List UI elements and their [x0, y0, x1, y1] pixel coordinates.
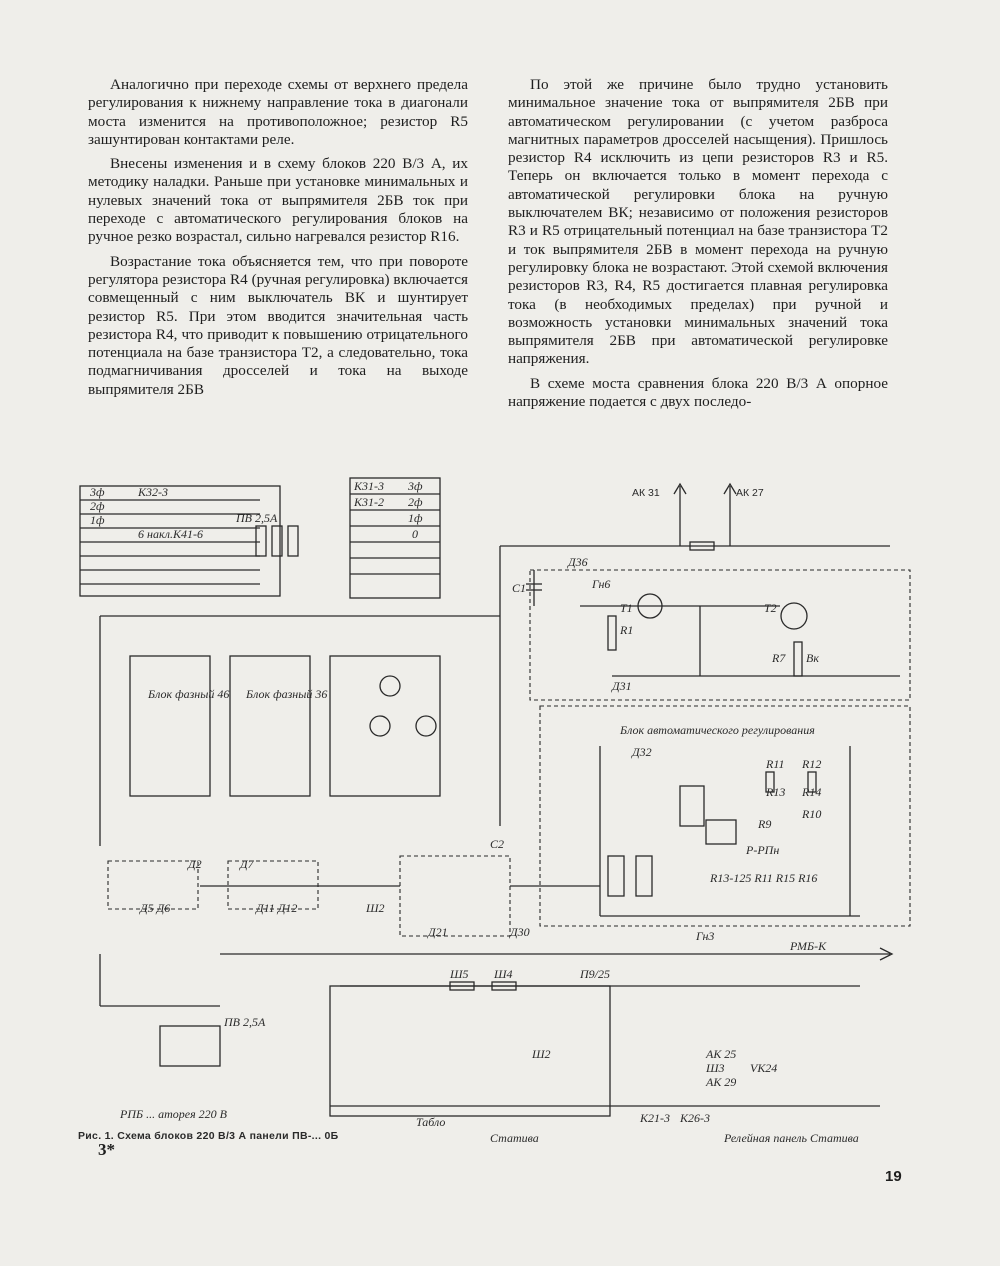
right-connector-panel	[350, 478, 440, 598]
label-statiw: Статива	[490, 1131, 539, 1145]
label-k41-6: 6 накл.К41-6	[138, 527, 204, 541]
label-p9-25: П9/25	[580, 967, 610, 981]
label-t2: Т2	[764, 601, 777, 615]
label-r1: R1	[620, 623, 634, 637]
label-rpb: РПБ ... аторея 220 В	[120, 1107, 227, 1121]
label-d30: Д30	[510, 925, 530, 939]
label-ak31: АК 31	[632, 487, 660, 499]
label-1f-right: 1ф	[408, 511, 423, 525]
label-tablo: Табло	[416, 1115, 446, 1129]
circuit-schematic	[60, 466, 940, 1146]
label-p-rp: Р-РПн	[746, 843, 780, 857]
label-r14: R14	[802, 785, 822, 799]
ak-outputs	[500, 484, 890, 550]
label-r7: R7	[772, 651, 786, 665]
label-r12: R12	[802, 757, 822, 771]
label-k31-2: К31-2	[354, 495, 384, 509]
label-r10: R10	[802, 807, 822, 821]
label-d32: Д32	[632, 745, 652, 759]
label-ak29: АК 29	[706, 1075, 737, 1089]
left-connector-panel	[80, 485, 298, 596]
label-1f: 1ф	[90, 513, 105, 527]
label-d1112: Д11 Д12	[256, 901, 298, 915]
label-block-auto: Блок автоматического регулирования	[620, 723, 815, 737]
label-rmb-k: РМБ-К	[790, 939, 827, 953]
label-sh4: Ш4	[494, 967, 513, 981]
bottom-bus	[100, 939, 892, 1145]
label-k21-3: К21-3	[640, 1111, 670, 1125]
label-sh2-top: Ш2	[366, 901, 385, 915]
label-gn3: Гн3	[696, 929, 715, 943]
label-vk24: VК24	[750, 1061, 778, 1075]
label-0-right: 0	[412, 527, 418, 541]
connector-box	[80, 486, 280, 596]
label-ak27: АК 27	[736, 487, 764, 499]
paragraph: По этой же причине было трудно установить минимальное значение тока от выпрямителя 2БВ при автоматическом регулировании (с учетом разброса магнитных параметров дросселей насыщения). Пришлось резистор R4 исключить из цепи резисторов R3 и R5. Теперь он включается только в момент перехода с автоматической регулировки блока на ручную выключателем ВК; независимо от положения резисторов R3 и R5 отрицательный потенциал на базе транзистора Т2 и ток выпрямителя 2БВ в момент перехода на ручную регулировку блока не возрастают. Этой схемой включения резисторов R3, R4, R5 достигается плавная регулировка тока (в необходимых пределах) при ручной и возможность установки минимальных значений тока выпрямителя 2БВ при автоматической регулировке напряжения.	[508, 76, 888, 368]
label-d7: Д7	[240, 857, 254, 871]
label-vk: Вк	[806, 651, 819, 665]
label-ak25: АК 25	[706, 1047, 737, 1061]
label-d36: Д36	[568, 555, 588, 569]
right-column	[508, 76, 888, 417]
label-sh2: Ш2	[532, 1047, 551, 1061]
label-block2: Блок фазный 36	[246, 687, 328, 701]
label-d21: Д21	[428, 925, 448, 939]
label-t1: Т1	[620, 601, 633, 615]
label-r9: R9	[758, 817, 772, 831]
paragraph: Возрастание тока объясняется тем, что при повороте регулятора резистора R4 (ручная регулировка) включается совмещенный с ним выключатель ВК и шунтирует резистор R5. При этом вводится значительная часть резистора R4, что приводит к повышению отрицательного потенциала на базе транзистора Т2, а следовательно, тока подмагничивания дросселей и тока на выходе выпрямителя 2БВ	[88, 252, 468, 398]
left-column	[88, 76, 468, 405]
paragraph: Аналогично при переходе схемы от верхнего предела регулирования к нижнему направление тока в диагонали моста изменится на противоположное; резистор R5 зашунтирован контактами реле.	[88, 76, 468, 148]
label-c1: С1	[512, 581, 527, 595]
figure-caption: Рис. 1. Схема блоков 220 В/3 А панели ПВ-... 0Б	[78, 1130, 339, 1142]
schematic-svg	[60, 466, 940, 1146]
label-pv25a: ПВ 2,5А	[224, 1015, 266, 1029]
page-number: 19	[885, 1168, 902, 1185]
label-sh3: Ш3	[706, 1061, 725, 1075]
label-3f: 3ф	[90, 485, 105, 499]
bridge-section	[600, 745, 860, 943]
signature-mark: 3*	[98, 1140, 115, 1159]
label-3f-right: 3ф	[408, 479, 423, 493]
label-2f-right: 2ф	[408, 495, 423, 509]
label-k31-3: К31-3	[354, 479, 384, 493]
label-d31: Д31	[612, 679, 632, 693]
label-k32-3: К32-3	[138, 485, 168, 499]
label-sh5: Ш5	[450, 967, 469, 981]
paragraph: Внесены изменения и в схему блоков 220 В/3 А, их методику наладки. Раньше при установке минимальных и нулевых значений тока от выпрямителя 2БВ ток при переходе с автоматического регулирования блоков на ручное резко возрастал, сильно нагревался резистор R16.	[88, 155, 468, 246]
label-k26-3: К26-3	[680, 1111, 710, 1125]
rectifier-diodes	[108, 837, 600, 939]
label-relay-panel: Релейная панель Статива	[724, 1131, 859, 1145]
label-r-series: R13-125 R11 R15 R16	[710, 871, 818, 885]
label-c2: С2	[490, 837, 505, 851]
label-block1: Блок фазный 46	[148, 687, 230, 701]
label-d2: Д2	[188, 857, 202, 871]
phase-block-2	[230, 656, 310, 796]
label-gn6: Гн6	[592, 577, 611, 591]
label-2f: 2ф	[90, 499, 105, 513]
label-r13: R13	[766, 785, 786, 799]
phase-block-1	[130, 656, 210, 796]
paragraph: В схеме моста сравнения блока 220 В/3 А опорное напряжение подается с двух последо-	[508, 374, 888, 411]
label-r11: R11	[766, 757, 785, 771]
label-d56: Д5 Д6	[140, 901, 171, 915]
label-pv25a-top: ПВ 2,5А	[236, 511, 278, 525]
